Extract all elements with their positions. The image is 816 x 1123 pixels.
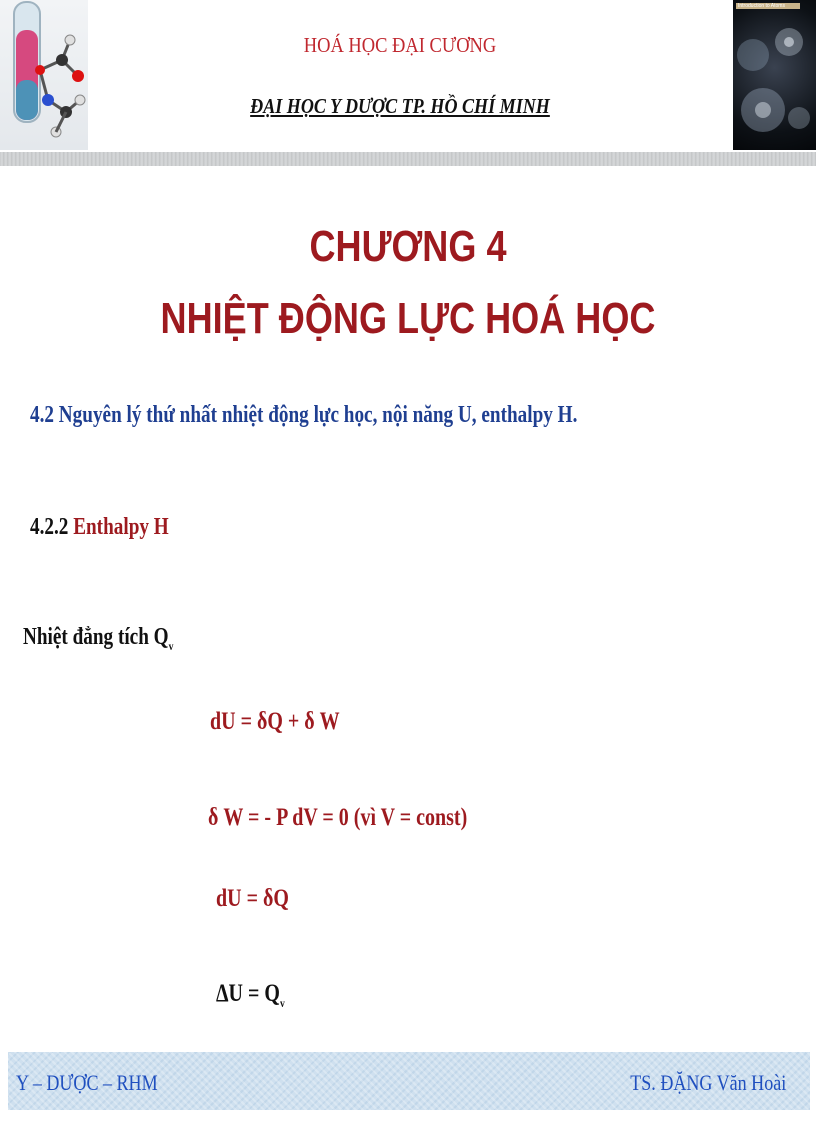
- header-divider: [0, 152, 816, 166]
- course-title: HOÁ HỌC ĐẠI CƯƠNG: [303, 33, 497, 57]
- chapter-number: CHƯƠNG 4: [309, 222, 507, 271]
- equation-2: δ W = - P dV = 0 (vì V = const): [208, 804, 468, 831]
- equation-4: [216, 980, 285, 1011]
- subsection-number: 4.2.2: [30, 514, 69, 540]
- subsection-heading: [30, 514, 169, 541]
- footer-left-text: Y – DƯỢC – RHM: [16, 1070, 158, 1095]
- footer-author: TS. ĐẶNG Văn Hoài: [629, 1070, 786, 1095]
- heat-label-subscript: v: [168, 638, 174, 653]
- university-name: ĐẠI HỌC Y DƯỢC TP. HỒ CHÍ MINH: [250, 94, 550, 118]
- isochoric-heat-label: [23, 624, 173, 654]
- equation-4-main: ΔU = Q: [216, 980, 280, 1007]
- molecule-test-tube-logo: [0, 0, 88, 150]
- equation-4-subscript: v: [279, 996, 285, 1010]
- molecule-icon: [0, 0, 88, 150]
- chapter-title: NHIỆT ĐỘNG LỰC HOÁ HỌC: [160, 294, 656, 343]
- section-heading: 4.2 Nguyên lý thứ nhất nhiệt động lực học, nội năng U, enthalpy H.: [30, 402, 578, 428]
- subsection-name: Enthalpy H: [73, 514, 169, 540]
- equation-3: dU = δQ: [216, 885, 289, 912]
- atoms-image: [733, 0, 816, 150]
- atom-clouds-icon: [733, 0, 816, 150]
- atoms-image-caption: Introduction to Atoms: [736, 3, 800, 9]
- heat-label-text: Nhiệt đẳng tích Q: [23, 624, 169, 650]
- equation-1: dU = δQ + δ W: [210, 708, 340, 735]
